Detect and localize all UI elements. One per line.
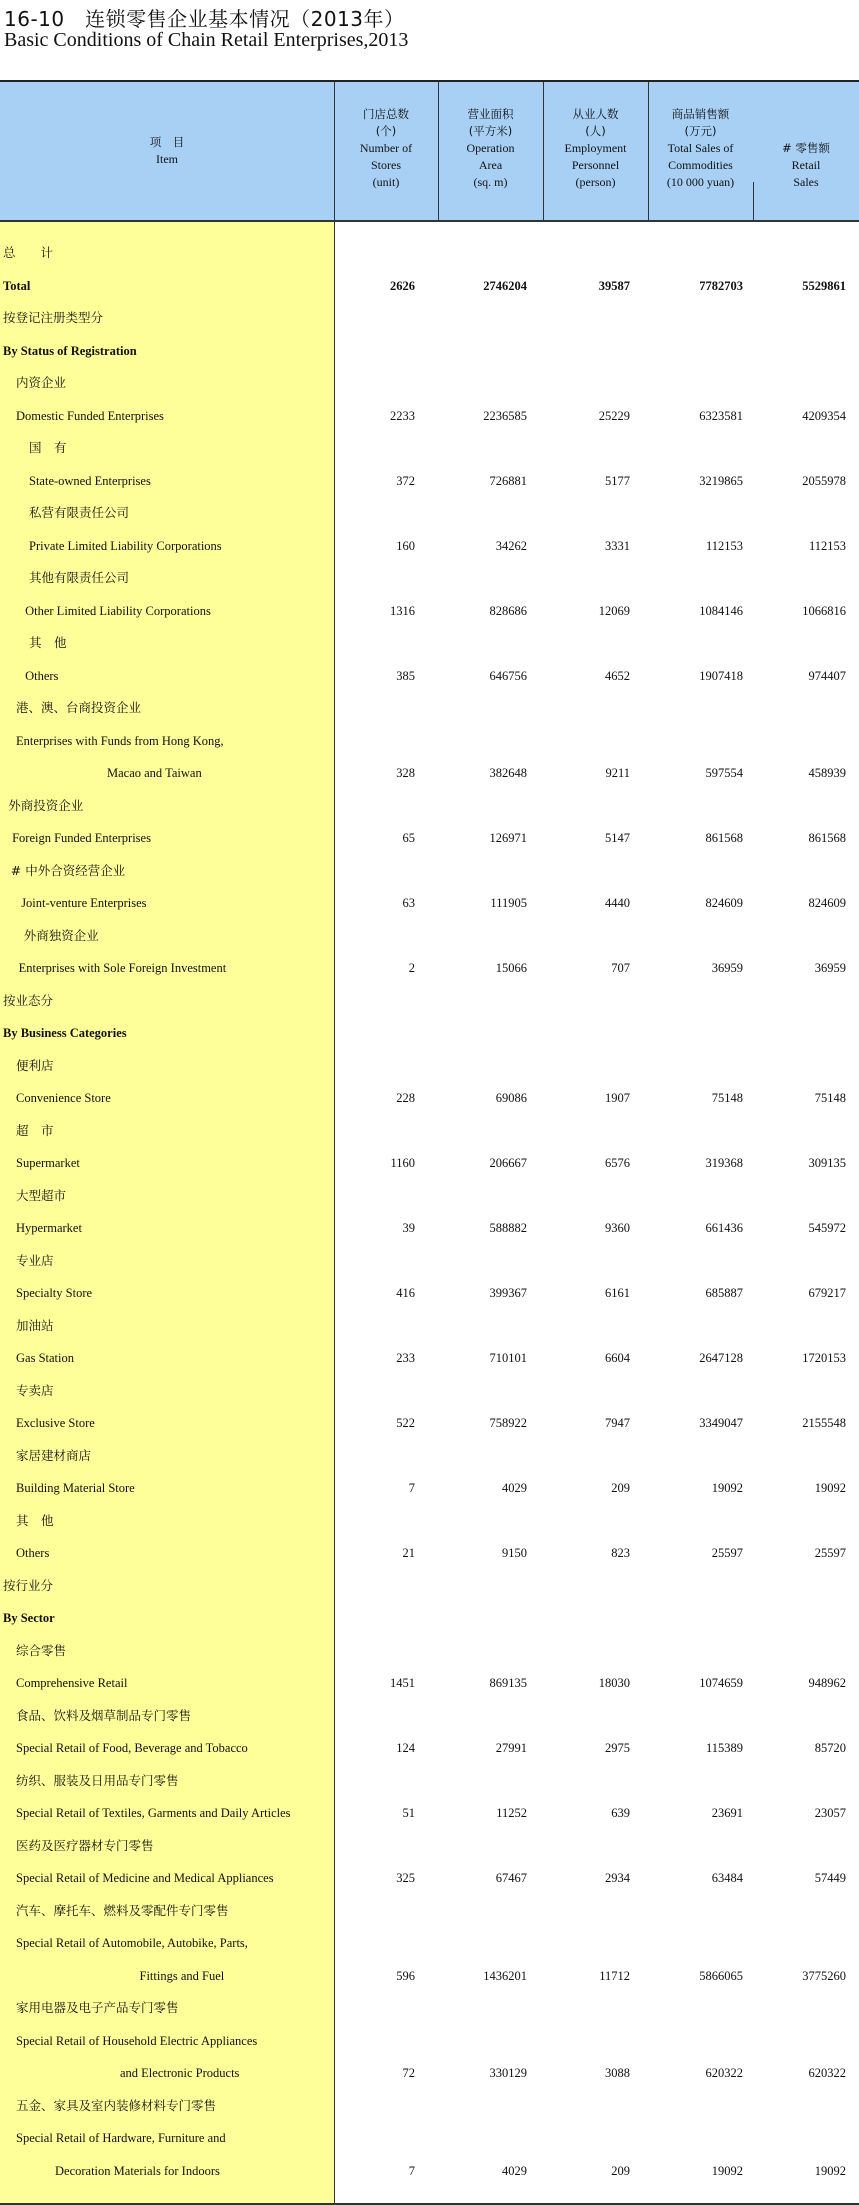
- row-value: 124: [396, 1741, 415, 1755]
- table-row: [0, 1407, 859, 1439]
- row-label: Special Retail of Food, Beverage and Tobacco: [16, 1741, 248, 1755]
- row-value: 416: [396, 1286, 415, 1300]
- table-row: [0, 855, 859, 887]
- row-value: 2934: [605, 1871, 630, 1885]
- row-label: 超 市: [16, 1122, 54, 1138]
- row-value: 2155548: [802, 1416, 846, 1430]
- row-value: 7: [408, 2163, 415, 2178]
- row-label: Comprehensive Retail: [16, 1676, 128, 1690]
- row-label: Joint-venture Enterprises: [21, 896, 147, 910]
- row-label: 大型超市: [16, 1187, 67, 1203]
- row-label: 加油站: [16, 1317, 54, 1333]
- row-value: 206667: [489, 1156, 527, 1170]
- header-area: [438, 82, 543, 220]
- table-row: [0, 2025, 859, 2057]
- row-value: 63484: [711, 1871, 743, 1885]
- table-row: [0, 1635, 859, 1667]
- row-value: 7782703: [699, 278, 743, 293]
- row-label: Macao and Taiwan: [107, 766, 202, 780]
- row-value: 823: [611, 1546, 630, 1560]
- row-value: 824609: [705, 896, 743, 910]
- header-divider: [334, 82, 335, 220]
- table-row: [0, 2155, 859, 2187]
- row-label: Decoration Materials for Indoors: [55, 2163, 220, 2178]
- table-row: [0, 595, 859, 627]
- row-label: Supermarket: [16, 1156, 80, 1170]
- table-row: [0, 1050, 859, 1082]
- row-value: 5529861: [802, 278, 846, 293]
- row-value: 111905: [490, 896, 527, 910]
- row-label: Building Material Store: [16, 1481, 135, 1495]
- row-value: 11712: [599, 1968, 630, 1983]
- row-label: By Status of Registration: [3, 343, 137, 358]
- row-value: 39: [402, 1221, 415, 1235]
- table-title-cn: 16-10 连锁零售企业基本情况（2013年）: [4, 7, 405, 31]
- table-row: [0, 432, 859, 464]
- header-line: Number of: [359, 141, 413, 155]
- row-label: Domestic Funded Enterprises: [16, 408, 164, 423]
- row-value: 2055978: [802, 473, 846, 488]
- row-value: 382648: [489, 766, 527, 780]
- row-label: 专业店: [16, 1252, 54, 1268]
- table-row: [0, 1180, 859, 1212]
- row-label: 综合零售: [16, 1642, 67, 1658]
- row-value: 1720153: [802, 1351, 846, 1365]
- row-value: 112153: [705, 538, 743, 553]
- table-row: [0, 757, 859, 789]
- table-row: [0, 367, 859, 399]
- row-label: Specialty Store: [16, 1286, 93, 1300]
- row-value: 1436201: [483, 1968, 527, 1983]
- header-line: Stores: [371, 158, 401, 172]
- header-divider: [543, 82, 544, 220]
- row-value: 39587: [598, 278, 630, 293]
- table-row: [0, 1017, 859, 1049]
- row-value: 620322: [808, 2066, 846, 2080]
- row-value: 19092: [814, 2163, 846, 2178]
- row-label: Special Retail of Textiles, Garments and Daily Articles: [16, 1806, 291, 1820]
- row-label: 其他有限责任公司: [29, 570, 130, 585]
- row-value: 7: [408, 1481, 415, 1495]
- row-label: Special Retail of Household Electric Appliances: [16, 2033, 258, 2048]
- header-retail-sales: [753, 82, 859, 220]
- row-value: 1160: [390, 1156, 415, 1170]
- table-row: [0, 1927, 859, 1959]
- row-value: 596: [396, 1968, 415, 1983]
- row-value: 18030: [598, 1676, 630, 1690]
- row-value: 115389: [705, 1741, 743, 1755]
- row-label: Fittings and Fuel: [139, 1968, 225, 1983]
- table-row: [0, 1797, 859, 1829]
- row-value: 2746204: [483, 278, 527, 293]
- row-value: 620322: [705, 2066, 743, 2080]
- row-value: 3331: [605, 538, 630, 553]
- header-line: # 零售额: [782, 141, 830, 155]
- row-label: Special Retail of Automobile, Autobike, Parts,: [16, 1936, 248, 1950]
- table-row: [0, 1212, 859, 1244]
- row-value: 319368: [705, 1156, 743, 1170]
- row-label: Exclusive Store: [16, 1416, 95, 1430]
- row-value: 19092: [711, 2163, 743, 2178]
- row-value: 6161: [605, 1286, 630, 1300]
- row-value: 861568: [705, 831, 743, 845]
- row-value: 3349047: [699, 1416, 743, 1430]
- row-value: 4029: [502, 2163, 527, 2178]
- row-value: 36959: [814, 961, 846, 975]
- row-value: 639: [611, 1806, 630, 1820]
- row-value: 1907: [605, 1091, 630, 1105]
- row-label: Total: [3, 278, 31, 293]
- header-line: (人): [585, 124, 606, 138]
- row-value: 75148: [711, 1091, 743, 1105]
- table-row: [0, 1277, 859, 1309]
- row-label: 汽车、摩托车、燃料及零配件专门零售: [16, 1902, 229, 1918]
- table-row: [0, 1115, 859, 1147]
- row-value: 948962: [808, 1676, 846, 1690]
- header-line: Commodities: [668, 158, 733, 172]
- row-value: 828686: [489, 603, 527, 618]
- row-value: 19092: [814, 1481, 846, 1495]
- row-label: 私营有限责任公司: [29, 505, 130, 520]
- row-label: By Sector: [3, 1611, 55, 1625]
- row-label: Private Limited Liability Corporations: [29, 538, 222, 553]
- table-row: [0, 237, 859, 269]
- data-table: [0, 80, 859, 2205]
- header-line: (平方米): [468, 124, 513, 138]
- table-row: [0, 1082, 859, 1114]
- table-row: [0, 465, 859, 497]
- row-value: 2: [408, 961, 415, 975]
- row-value: 458939: [808, 766, 846, 780]
- table-row: [0, 627, 859, 659]
- row-value: 2626: [390, 278, 415, 293]
- row-value: 328: [396, 766, 415, 780]
- row-label: Enterprises with Funds from Hong Kong,: [16, 733, 224, 748]
- row-label: 内资企业: [16, 375, 67, 390]
- row-label: 便利店: [16, 1057, 54, 1073]
- row-value: 2647128: [699, 1351, 743, 1365]
- header-line: (sq. m): [473, 175, 508, 189]
- row-label: 总 计: [3, 245, 54, 260]
- row-label: Hypermarket: [16, 1221, 82, 1235]
- row-value: 23057: [814, 1806, 846, 1820]
- row-value: 588882: [489, 1221, 527, 1235]
- table-row: [0, 302, 859, 334]
- row-value: 63: [402, 896, 415, 910]
- row-value: 233: [396, 1351, 415, 1365]
- row-value: 209: [611, 2163, 630, 2178]
- header-line: Area: [478, 158, 503, 172]
- row-label: 食品、饮料及烟草制品专门零售: [16, 1707, 192, 1723]
- row-value: 385: [396, 668, 415, 683]
- row-value: 75148: [814, 1091, 846, 1105]
- table-row: [0, 1310, 859, 1342]
- row-value: 25597: [814, 1546, 846, 1560]
- table-row: [0, 1570, 859, 1602]
- row-value: 330129: [489, 2066, 527, 2080]
- row-value: 112153: [808, 538, 846, 553]
- row-value: 9211: [605, 766, 630, 780]
- row-value: 4029: [502, 1481, 527, 1495]
- row-value: 974407: [808, 668, 846, 683]
- table-row: [0, 1602, 859, 1634]
- row-label: 五金、家具及室内装修材料专门零售: [16, 2097, 217, 2113]
- row-value: 72: [402, 2066, 415, 2080]
- table-row: [0, 985, 859, 1017]
- row-value: 51: [402, 1806, 415, 1820]
- row-value: 646756: [489, 668, 527, 683]
- row-value: 597554: [705, 766, 743, 780]
- table-row: [0, 1505, 859, 1537]
- row-value: 309135: [808, 1156, 846, 1170]
- row-label: 外商投资企业: [8, 797, 84, 813]
- header-line: 门店总数: [363, 107, 409, 121]
- row-value: 6604: [605, 1351, 630, 1365]
- row-value: 209: [611, 1481, 630, 1495]
- row-value: 69086: [495, 1091, 527, 1105]
- row-label: 按业态分: [3, 992, 54, 1008]
- row-value: 824609: [808, 896, 846, 910]
- row-label: Gas Station: [16, 1351, 74, 1365]
- table-row: [0, 1895, 859, 1927]
- table-row: [0, 1960, 859, 1992]
- header-line: 营业面积: [467, 107, 514, 121]
- row-label: 其 他: [29, 635, 67, 650]
- row-label: 港、澳、台商投资企业: [16, 700, 142, 715]
- header-item-cn: 项 目: [149, 135, 185, 149]
- row-label: Others: [16, 1546, 50, 1560]
- row-value: 25229: [598, 408, 630, 423]
- header-line: Total Sales of: [667, 141, 734, 155]
- table-row: [0, 2090, 859, 2122]
- row-value: 126971: [489, 831, 527, 845]
- table-row: [0, 1700, 859, 1732]
- row-label: Foreign Funded Enterprises: [12, 831, 151, 845]
- row-label: Special Retail of Medicine and Medical Appliances: [16, 1871, 274, 1885]
- row-label: Convenience Store: [16, 1091, 111, 1105]
- table-row: [0, 1537, 859, 1569]
- row-label: and Electronic Products: [120, 2066, 240, 2080]
- table-row: [0, 660, 859, 692]
- row-value: 21: [402, 1546, 415, 1560]
- row-value: 27991: [495, 1741, 527, 1755]
- row-value: 65: [402, 831, 415, 845]
- row-value: 661436: [705, 1221, 743, 1235]
- row-value: 4209354: [802, 408, 846, 423]
- table-row: [0, 1732, 859, 1764]
- row-value: 3219865: [699, 473, 743, 488]
- row-value: 6576: [605, 1156, 630, 1170]
- table-row: [0, 790, 859, 822]
- row-value: 4440: [605, 896, 630, 910]
- row-value: 3775260: [802, 1968, 846, 1983]
- row-value: 228: [396, 1091, 415, 1105]
- row-label: 纺织、服装及日用品专门零售: [16, 1772, 179, 1788]
- row-value: 36959: [711, 961, 743, 975]
- row-label: 按行业分: [3, 1577, 54, 1593]
- row-value: 4652: [605, 668, 630, 683]
- row-value: 1316: [390, 603, 415, 618]
- row-label: Others: [25, 668, 59, 683]
- row-value: 861568: [808, 831, 846, 845]
- row-value: 679217: [808, 1286, 846, 1300]
- row-value: 2975: [605, 1741, 630, 1755]
- table-row: [0, 920, 859, 952]
- row-value: 1074659: [699, 1676, 743, 1690]
- header-total-sales: [648, 82, 753, 220]
- row-value: 34262: [495, 538, 527, 553]
- row-value: 9360: [605, 1221, 630, 1235]
- row-label: Enterprises with Sole Foreign Investment: [18, 961, 227, 975]
- row-label: By Business Categories: [3, 1026, 127, 1040]
- row-value: 869135: [489, 1676, 527, 1690]
- header-line: Operation: [466, 141, 515, 155]
- header-line: (unit): [372, 175, 400, 189]
- row-value: 5177: [605, 473, 630, 488]
- row-value: 2236585: [483, 408, 527, 423]
- table-row: [0, 497, 859, 529]
- header-line: (个): [375, 124, 397, 138]
- table-row: [0, 1147, 859, 1179]
- table-row: [0, 1765, 859, 1797]
- row-value: 25597: [711, 1546, 743, 1560]
- table-row: [0, 335, 859, 367]
- header-item-en: Item: [156, 152, 178, 166]
- row-value: 9150: [502, 1546, 527, 1560]
- header-line: Personnel: [571, 158, 620, 172]
- row-value: 726881: [489, 473, 527, 488]
- row-value: 707: [611, 961, 630, 975]
- row-value: 1084146: [699, 603, 743, 618]
- row-value: 2233: [390, 408, 415, 423]
- row-value: 1451: [390, 1676, 415, 1690]
- table-row: [0, 1830, 859, 1862]
- table-row: [0, 1440, 859, 1472]
- row-label: 家用电器及电子产品专门零售: [16, 2000, 179, 2015]
- row-value: 3088: [605, 2066, 630, 2080]
- header-line: Sales: [793, 175, 819, 189]
- table-row: [0, 400, 859, 432]
- header-line: (万元): [684, 124, 717, 138]
- row-value: 758922: [489, 1416, 527, 1430]
- header-line: (10 000 yuan): [666, 175, 735, 189]
- row-value: 5147: [605, 831, 630, 845]
- header-divider: [648, 82, 649, 220]
- header-divider: [438, 82, 439, 220]
- row-value: 325: [396, 1871, 415, 1885]
- header-line: Retail: [791, 158, 821, 172]
- row-value: 23691: [711, 1806, 743, 1820]
- table-row: [0, 1472, 859, 1504]
- table-row: [0, 725, 859, 757]
- table-row: [0, 2122, 859, 2154]
- row-value: 399367: [489, 1286, 527, 1300]
- table-row: [0, 692, 859, 724]
- header-line: Employment: [564, 141, 627, 155]
- row-value: 522: [396, 1416, 415, 1430]
- table-row: [0, 530, 859, 562]
- table-row: [0, 1667, 859, 1699]
- row-value: 685887: [705, 1286, 743, 1300]
- row-value: 710101: [489, 1351, 527, 1365]
- row-value: 7947: [605, 1416, 630, 1430]
- header-line: 从业人数: [572, 107, 619, 121]
- row-label: 国 有: [29, 440, 67, 455]
- header-item: [0, 82, 334, 220]
- row-label: State-owned Enterprises: [29, 473, 151, 488]
- table-row: [0, 1375, 859, 1407]
- table-row: [0, 2057, 859, 2089]
- row-value: 67467: [495, 1871, 527, 1885]
- table-row: [0, 1862, 859, 1894]
- row-value: 5866065: [699, 1968, 743, 1983]
- row-label: 外商独资企业: [23, 927, 99, 943]
- table-row: [0, 1992, 859, 2024]
- row-value: 85720: [814, 1741, 846, 1755]
- table-row: [0, 952, 859, 984]
- row-value: 1066816: [802, 603, 846, 618]
- table-row: [0, 887, 859, 919]
- row-label: Special Retail of Hardware, Furniture and: [16, 2131, 226, 2145]
- row-value: 545972: [808, 1221, 846, 1235]
- row-label: # 中外合资经营企业: [10, 862, 126, 878]
- table-row: [0, 1245, 859, 1277]
- header-stores: [334, 82, 438, 220]
- row-label: 其 他: [16, 1512, 54, 1528]
- row-value: 57449: [814, 1871, 846, 1885]
- row-value: 11252: [496, 1806, 527, 1820]
- table-title-en: Basic Conditions of Chain Retail Enterprises,2013: [4, 29, 409, 51]
- row-label: Other Limited Liability Corporations: [25, 603, 211, 618]
- table-row: [0, 270, 859, 302]
- row-label: 家居建材商店: [16, 1447, 92, 1463]
- row-value: 15066: [495, 961, 527, 975]
- header-personnel: [543, 82, 648, 220]
- table-row: [0, 822, 859, 854]
- table-row: [0, 562, 859, 594]
- table-header: [0, 82, 859, 222]
- row-value: 1907418: [699, 668, 743, 683]
- table-row: [0, 1342, 859, 1374]
- row-value: 6323581: [699, 408, 743, 423]
- row-label: 医药及医疗器材专门零售: [16, 1837, 154, 1853]
- header-line: 商品销售额: [671, 107, 730, 121]
- header-line: (person): [575, 175, 616, 189]
- row-value: 12069: [598, 603, 630, 618]
- row-value: 160: [396, 538, 415, 553]
- row-label: 按登记注册类型分: [3, 310, 104, 325]
- header-divider: [753, 182, 754, 220]
- row-label: 专卖店: [16, 1382, 54, 1398]
- row-value: 372: [396, 473, 415, 488]
- row-value: 19092: [711, 1481, 743, 1495]
